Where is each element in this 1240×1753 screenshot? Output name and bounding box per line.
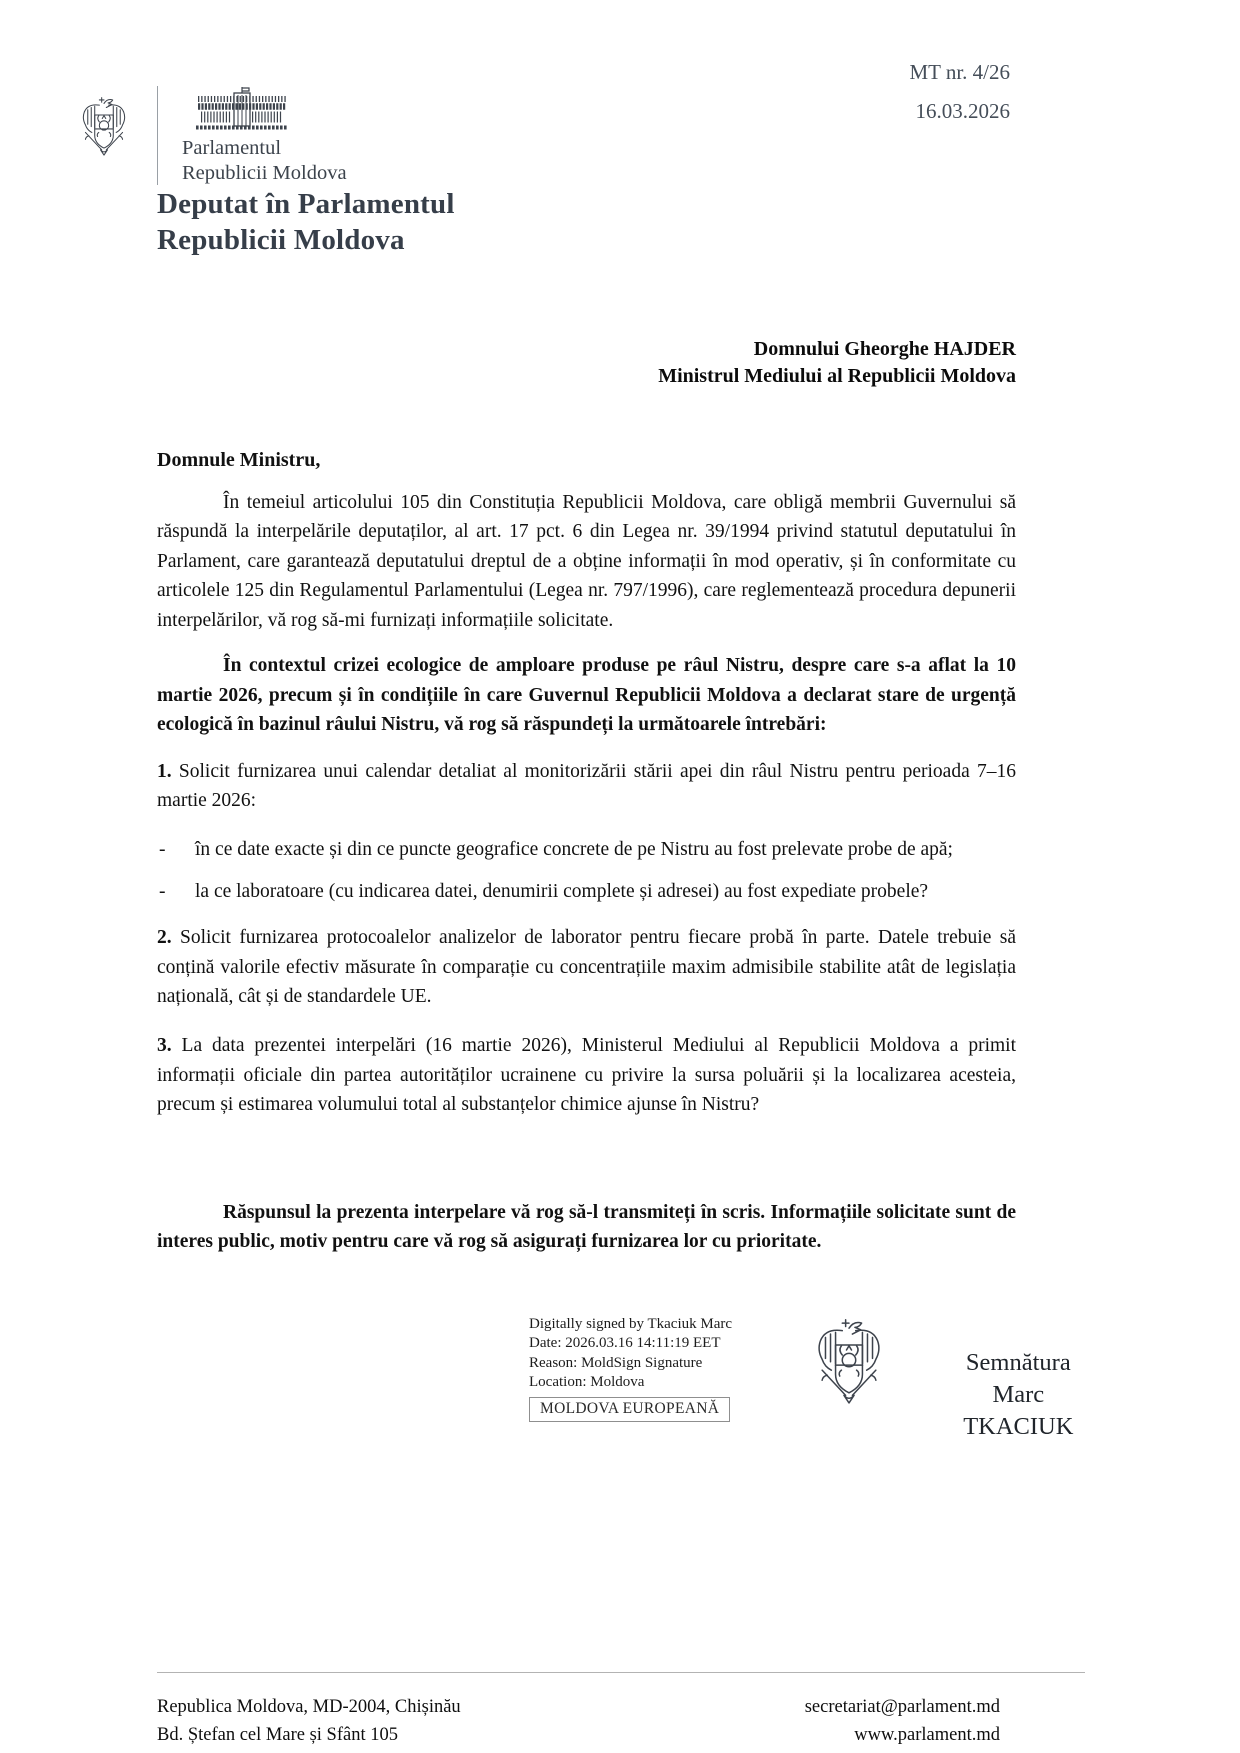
digital-signature-details [529, 1315, 765, 1423]
parliament-brand [75, 86, 347, 186]
question-1 [157, 757, 1016, 816]
list-item [157, 835, 1016, 865]
moldova-coat-of-arms-icon [75, 94, 133, 172]
document-date: 16.03.2026 [915, 99, 1010, 123]
salutation: Domnule Ministru, [157, 449, 321, 471]
brand-org-name [182, 136, 347, 186]
paragraph-closing: Răspunsul la prezenta interpelare vă rog să-l transmiteți în scris. Informațiile solicitate sunt de interes public, motiv pentru care vă rog să asigurați furnizarea lor cu prioritate. [157, 1201, 1016, 1252]
footer [157, 1672, 1085, 1749]
bullet-dash: - [159, 839, 166, 860]
reference-block [909, 60, 1010, 124]
bullet-2-text: la ce laboratoare (cu indicarea datei, denumirii complete și adresei) au fost expediate probele? [195, 880, 929, 902]
brand-divider [157, 86, 158, 185]
page-title-line2: Republicii Moldova [157, 224, 405, 256]
signature-block [157, 1315, 1102, 1443]
letter-body [157, 336, 1074, 1443]
footer-contacts [805, 1693, 1085, 1749]
digital-signature-date: Date: 2026.03.16 14:11:19 EET [529, 1335, 721, 1351]
footer-address [157, 1693, 461, 1749]
parliament-building-icon [182, 86, 302, 130]
signature-label: Semnătura [965, 1348, 1071, 1376]
question-3-number: 3. [157, 1035, 172, 1056]
paragraph-context: În contextul crizei ecologice de amploare produse pe râul Nistru, despre care s-a aflat la 10 martie 2026, precum și în condițiile în care Guvernul Republicii Moldova a declarat stare de urgență ecologică în bazinul râului Nistru, vă rog să răspundeți la următoarele întrebări: [157, 655, 1016, 735]
digital-signature-signer: Digitally signed by Tkaciuk Marc [529, 1315, 733, 1332]
moldova-coat-of-arms-icon [807, 1315, 891, 1427]
moldova-europeana-stamp: MOLDOVA EUROPEANĂ [529, 1397, 730, 1423]
reference-number: MT nr. 4/26 [909, 60, 1010, 84]
paragraph-legal-basis: În temeiul articolului 105 din Constituția Republicii Moldova, care obligă membrii Guvernului să răspundă la interpelările deputaților, al art. 17 pct. 6 din Legea nr. 39/1994 privind statutul deputatului în Parlament, care garantează deputatului dreptul de a obține informații în mod operativ, și în conformitate cu articolele 125 din Regulamentul Parlamentului (Legea nr. 797/1996), care reglementează procedura depunerii interpelărilor, vă rog să-mi furnizați informațiile solicitate. [157, 491, 1016, 631]
footer-email: secretariat@parlament.md [804, 1697, 1000, 1717]
footer-address-line1: Republica Moldova, MD-2004, Chișinău [157, 1697, 461, 1717]
page-title [157, 186, 455, 258]
question-2-text: Solicit furnizarea protocoalelor analizelor de laborator pentru fiecare probă în parte. Datele trebuie să conțină valorile efectiv măsurate în comparație cu concentrațiile maxim admisibile stabilite atât de legislația națională, cât și de standardele UE. [157, 927, 1017, 1007]
digital-signature-reason: Reason: MoldSign Signature [529, 1354, 703, 1371]
brand-building-block [182, 86, 347, 186]
signature-name-block [935, 1347, 1102, 1443]
digital-signature-location: Location: Moldova [529, 1374, 645, 1390]
recipient-name: Domnului Gheorghe HAJDER [753, 338, 1016, 360]
page-title-line1: Deputat în Parlamentul [157, 188, 455, 220]
footer-address-line2: Bd. Ștefan cel Mare și Sfânt 105 [157, 1725, 398, 1745]
brand-org-line2: Republicii Moldova [182, 162, 347, 184]
signatory-name: Marc TKACIUK [963, 1380, 1074, 1440]
list-item [157, 877, 1016, 907]
brand-org-line1: Parlamentul [182, 137, 282, 159]
question-3 [157, 1031, 1016, 1120]
bullet-1-text: în ce date exacte și din ce puncte geografice concrete de pe Nistru au fost prelevate probe de apă; [195, 839, 953, 860]
recipient-block [157, 336, 1016, 390]
bullet-dash: - [159, 880, 166, 902]
question-3-text: La data prezentei interpelări (16 martie 2026), Ministerul Mediului al Republicii Moldova a primit informații oficiale din partea autorităților ucrainene cu privire la sursa poluării și la localizarea acesteia, precum și estimarea volumului total al substanțelor chimice ajunse în Nistru? [157, 1035, 1017, 1115]
recipient-title: Ministrul Mediului al Republicii Moldova [658, 365, 1016, 387]
question-1-text: Solicit furnizarea unui calendar detaliat al monitorizării stării apei din râul Nistru pentru perioada 7–16 martie 2026: [157, 760, 1017, 811]
footer-website: www.parlament.md [854, 1725, 1000, 1745]
question-1-number: 1. [157, 760, 172, 782]
question-2 [157, 923, 1016, 1012]
question-2-number: 2. [157, 927, 172, 948]
